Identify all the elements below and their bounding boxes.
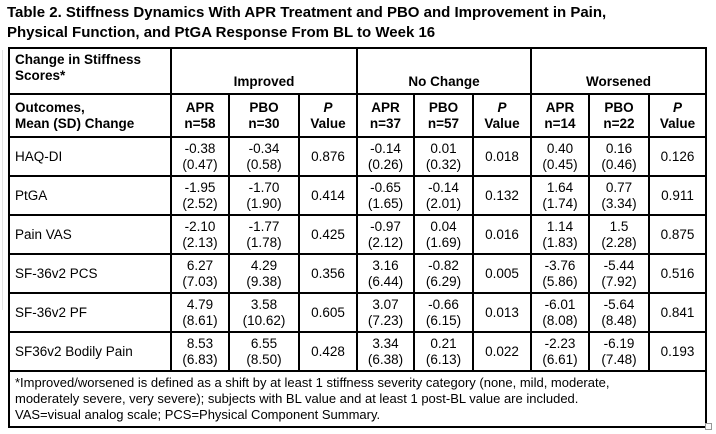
data-cell: 1.64 (1.74) <box>531 176 589 215</box>
pvalue-cell: 0.605 <box>299 293 357 332</box>
pvalue-cell: 0.428 <box>299 332 357 371</box>
group-header-worsened: Worsened <box>531 48 706 94</box>
col-header-pbo-improved: PBO n=30 <box>229 94 299 137</box>
pvalue-cell: 0.875 <box>649 215 706 254</box>
title-line-2: Physical Function, and PtGA Response From BL to Week 16 <box>7 24 436 41</box>
data-cell: -0.14 (0.26) <box>357 137 414 176</box>
footnote-line-2: moderately severe, very severe); subjects with BL value and at least 1 post-BL value are included. <box>15 391 579 406</box>
col-header-pvalue-no-change: P Value <box>473 94 531 137</box>
pvalue-cell: 0.841 <box>649 293 706 332</box>
outcome-label: SF-36v2 PF <box>9 293 171 332</box>
data-cell: -0.82 (6.29) <box>414 254 473 293</box>
data-cell: 0.77 (3.34) <box>589 176 649 215</box>
group-header-improved: Improved <box>171 48 357 94</box>
data-cell: 4.29 (9.38) <box>229 254 299 293</box>
pvalue-cell: 0.911 <box>649 176 706 215</box>
data-cell: 0.40 (0.45) <box>531 137 589 176</box>
col-header-apr-worsened: APR n=14 <box>531 94 589 137</box>
data-cell: 3.34 (6.38) <box>357 332 414 371</box>
table-title <box>7 3 606 43</box>
table-row-pain-vas <box>9 215 706 254</box>
col-header-pvalue-improved: P Value <box>299 94 357 137</box>
data-cell: -5.64 (8.48) <box>589 293 649 332</box>
stiffness-dynamics-table <box>8 47 707 428</box>
data-cell: 1.14 (1.83) <box>531 215 589 254</box>
data-cell: -2.23 (6.61) <box>531 332 589 371</box>
table-row-sf36v2-bodily-pain <box>9 332 706 371</box>
data-cell: -1.95 (2.52) <box>171 176 229 215</box>
data-cell: -6.01 (8.08) <box>531 293 589 332</box>
data-cell: 4.79 (8.61) <box>171 293 229 332</box>
outcome-label: Pain VAS <box>9 215 171 254</box>
data-cell: 6.27 (7.03) <box>171 254 229 293</box>
column-header-row <box>9 94 706 137</box>
pvalue-cell: 0.356 <box>299 254 357 293</box>
outcome-label: PtGA <box>9 176 171 215</box>
footnote-line-3: VAS=visual analog scale; PCS=Physical Component Summary. <box>15 407 381 422</box>
outcome-label: SF-36v2 PCS <box>9 254 171 293</box>
header-change-in-stiffness: Change in Stiffness Scores* <box>9 48 171 94</box>
data-cell: -6.19 (7.48) <box>589 332 649 371</box>
footnote <box>9 371 706 427</box>
pvalue-cell: 0.414 <box>299 176 357 215</box>
page-edge-line <box>2 50 3 310</box>
col-header-apr-no-change: APR n=37 <box>357 94 414 137</box>
data-cell: 1.5 (2.28) <box>589 215 649 254</box>
data-cell: -2.10 (2.13) <box>171 215 229 254</box>
data-cell: 3.58 (10.62) <box>229 293 299 332</box>
col-header-pbo-no-change: PBO n=57 <box>414 94 473 137</box>
data-cell: -1.70 (1.90) <box>229 176 299 215</box>
data-cell: 0.16 (0.46) <box>589 137 649 176</box>
pvalue-cell: 0.018 <box>473 137 531 176</box>
table-row-sf36v2-pf <box>9 293 706 332</box>
col-header-pvalue-worsened: P Value <box>649 94 706 137</box>
header-outcomes-line2: Mean (SD) Change <box>15 115 135 131</box>
data-cell: -5.44 (7.92) <box>589 254 649 293</box>
pvalue-cell: 0.005 <box>473 254 531 293</box>
data-cell: 0.21 (6.13) <box>414 332 473 371</box>
data-cell: -3.76 (5.86) <box>531 254 589 293</box>
pvalue-cell: 0.132 <box>473 176 531 215</box>
pvalue-cell: 0.516 <box>649 254 706 293</box>
pvalue-cell: 0.425 <box>299 215 357 254</box>
data-cell: 6.55 (8.50) <box>229 332 299 371</box>
data-cell: -0.34 (0.58) <box>229 137 299 176</box>
data-cell: -0.14 (2.01) <box>414 176 473 215</box>
outcome-label: HAQ-DI <box>9 137 171 176</box>
data-cell: 3.07 (7.23) <box>357 293 414 332</box>
footnote-row <box>9 371 706 427</box>
data-cell: -0.65 (1.65) <box>357 176 414 215</box>
data-cell: -0.97 (2.12) <box>357 215 414 254</box>
data-cell: 3.16 (6.44) <box>357 254 414 293</box>
data-cell: -0.66 (6.15) <box>414 293 473 332</box>
pvalue-cell: 0.193 <box>649 332 706 371</box>
col-header-apr-improved: APR n=58 <box>171 94 229 137</box>
footnote-line-1: *Improved/worsened is defined as a shift by at least 1 stiffness severity category (none, mild, moderate, <box>15 375 610 390</box>
header-outcomes <box>9 94 171 137</box>
data-cell: -0.38 (0.47) <box>171 137 229 176</box>
table-row-sf36v2-pcs <box>9 254 706 293</box>
pvalue-cell: 0.876 <box>299 137 357 176</box>
data-cell: -1.77 (1.78) <box>229 215 299 254</box>
table-row-ptga <box>9 176 706 215</box>
outcome-label: SF36v2 Bodily Pain <box>9 332 171 371</box>
group-header-no-change: No Change <box>357 48 531 94</box>
pvalue-cell: 0.013 <box>473 293 531 332</box>
pvalue-cell: 0.016 <box>473 215 531 254</box>
table-resize-handle[interactable] <box>705 423 712 430</box>
title-line-1: Table 2. Stiffness Dynamics With APR Treatment and PBO and Improvement in Pain, <box>7 4 607 21</box>
group-header-row <box>9 48 706 94</box>
table-row-haq-di <box>9 137 706 176</box>
data-cell: 0.04 (1.69) <box>414 215 473 254</box>
pvalue-cell: 0.022 <box>473 332 531 371</box>
col-header-pbo-worsened: PBO n=22 <box>589 94 649 137</box>
data-cell: 0.01 (0.32) <box>414 137 473 176</box>
data-cell: 8.53 (6.83) <box>171 332 229 371</box>
header-outcomes-line1: Outcomes, <box>15 99 85 115</box>
pvalue-cell: 0.126 <box>649 137 706 176</box>
